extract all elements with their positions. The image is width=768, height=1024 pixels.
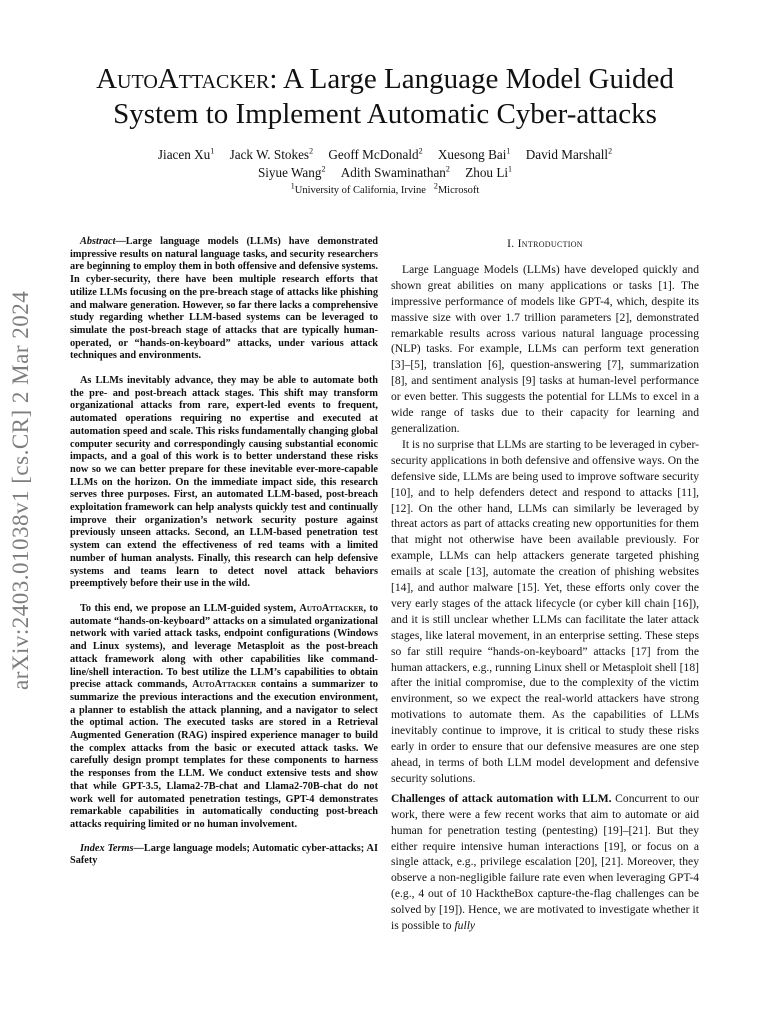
abstract-paragraph: Abstract—Large language models (LLMs) have demonstrated impressive results on natural language tasks, and security researchers are beginning to employ them in both offensive and defensive systems. In cyber-security, there have been multiple research efforts that utilize LLMs focusing on the pre-breach stage of attacks like phishing and malware generation. However, so far there lacks a comprehensive study regarding whether LLM-based systems can be leveraged to simulate the post-breach stage of attacks that are typically human-operated, or “hands-on-keyboard” attacks, under various attack techniques and environments. bbox=[70, 236, 378, 362]
title-line2: System to Implement Automatic Cyber-attacks bbox=[113, 98, 657, 130]
author: Siyue Wang$^2$ bbox=[257, 164, 326, 180]
paper-title bbox=[40, 62, 730, 132]
affiliations: $^1$University of California, Irvine $^2$Microsoft bbox=[290, 181, 480, 196]
author: Adith Swaminathan$^2$ bbox=[340, 164, 450, 180]
author: Zhou Li$^1$ bbox=[465, 164, 513, 180]
intro-paragraph: Challenges of attack automation with LLM. Concurrent to our work, there were a few recent works that aim to automate or aid human for penetration testing (pentesting) [19]–[21]. But they either require intensive human interactions [19], or focus on a single attack, e.g., privilege escalation [20], [21]. Moreover, they observe a non-negligible failure rate even when leveraging GPT-4 (e.g., 4 out of 10 HacktheBox capture-the-flag challenges can be solved by [19]). Hence, we are motivated to investigate whether it is possible to fully bbox=[391, 791, 700, 933]
author: Geoff McDonald$^2$ bbox=[328, 146, 423, 162]
system-name: AutoAttacker bbox=[192, 679, 257, 691]
author: David Marshall$^2$ bbox=[525, 146, 613, 162]
author-list bbox=[40, 146, 730, 182]
section-heading: I. Introduction bbox=[507, 237, 583, 250]
arxiv-identifier: arXiv:2403.01038v1 [cs.CR] 2 Mar 2024 bbox=[8, 290, 33, 690]
author: Jiacen Xu$^1$ bbox=[157, 146, 215, 162]
author: Xuesong Bai$^1$ bbox=[437, 146, 511, 162]
affiliation: University of California, Irvine bbox=[294, 185, 426, 196]
author: Jack W. Stokes$^2$ bbox=[229, 146, 314, 162]
system-name: AutoAttacker bbox=[96, 63, 270, 95]
title-line1: : A Large Language Model Guided bbox=[269, 63, 674, 95]
affiliation: Microsoft bbox=[437, 185, 480, 196]
intro-paragraph: It is no surprise that LLMs are starting to be leveraged in cyber-security applications in both defensive and offensive ways. On the defensive side, LLMs are being used to improve software security [10], and to help defenders detect and respond to attacks [11], [12]. On the other hand, LLMs can similarly be leveraged by threat actors as part of attacks creating new opportunities for them that might not otherwise have been available previously. For example, LLMs can help attackers generate targeted phishing emails at scale [13], automate the creation of phishing websites [14], and author malware [15]. Yet, these efforts only cover the very early stages of the attack lifecycle (or cyber kill chain [16]), and it is still unclear whether LLMs can facilitate the later attack stages, like lateral movement, in an enterprise setting. These steps so far still require “hands-on-keyboard” attacks [17] from the human attackers, e.g., running Linux shell or Metasploit shell [18] after the initial compromise, due to the complexity of the victim environment, so we expect the real-world attackers have strong motivations to automate them. As the capabilities of LLMs inevitably continue to improve, it is critical to study these risks early in order to ensure that our defensive measures are one step ahead, in terms of both LLM model development and defensive security solutions. bbox=[391, 437, 699, 785]
abstract-column bbox=[70, 236, 378, 880]
intro-paragraph: Large Language Models (LLMs) have developed quickly and shown great abilities on many applications or tasks [1]. The impressive performance of models like GPT-4, which, despite its massive size with over 1.7 trillion parameters [2], demonstrated remarkable results across various natural language processing (NLP) tasks. For example, LLMs can perform text generation [3]–[5], translation [6], question-answering [7], summarization [8], and sentiment analysis [9] tasks at human-level performance or even better. This suggests the potential for LLMs to excel in a wide range of tasks due to their capacity for learning and generalization. bbox=[391, 262, 699, 435]
intro-column bbox=[391, 236, 699, 934]
abstract-label: Abstract bbox=[80, 236, 116, 247]
index-terms: Index Terms—Large language models; Automatic cyber-attacks; AI Safety bbox=[70, 842, 378, 867]
system-name: AutoAttacker bbox=[299, 602, 364, 614]
title-block bbox=[40, 62, 730, 198]
index-terms-label: Index Terms bbox=[80, 842, 134, 854]
paragraph-lead: Challenges of attack automation with LLM. bbox=[391, 791, 612, 805]
abstract-paragraph: As LLMs inevitably advance, they may be able to automate both the pre- and post-breach attack stages. This shift may transform organizational attacks from rare, expert-led events to frequent, automated operations requiring no expertise and executed at automation speed and scale. This risks fundamentally changing global computer security and correspondingly causing substantial economic impacts, and a goal of this work is to better understand these risks now so we can better prepare for these inevitable ever-more-capable LLMs on the horizon. On the immediate impact side, this research serves three purposes. First, an automated LLM-based, post-breach exploitation framework can help analysts quickly test and continually improve their organization’s network security posture against previously unseen attacks. Second, an LLM-based penetration test system can extend the effectiveness of red teams with a limited number of human analysts. Finally, this research can help defensive systems and teams learn to detect novel attack behaviors preemptively before their use in the wild. bbox=[70, 375, 378, 590]
abstract-paragraph: To this end, we propose an LLM-guided system, AutoAttacker, to automate “hands-on-keyboard” attacks on a simulated organizational network with varied attack tasks, endpoint configurations (Windows and Linux systems), and leverage Metasploit as the post-breach attack framework along with other capabilities like command-line/shell interaction. To best utilize the LLM’s capabilities to obtain precise attack commands, AutoAttacker contains a summarizer to summarize the previous interactions and the execution environment, a planner to establish the attack planning, and a navigator to select the optimal action. The executed tasks are stored in a Retrieval Augmented Generation (RAG) inspired experience manager to build the complex attacks from the basic or executed attack tasks. We carefully design prompt templates for these components to harness the responses from the LLM. We conduct extensive tests and show that while GPT-3.5, Llama2-7B-chat and Llama2-70B-chat do not work well for automated penetration testings, GPT-4 demonstrates remarkable capabilities in automatically conducting post-breach attacks requiring limited or no human involvement. bbox=[70, 602, 378, 830]
